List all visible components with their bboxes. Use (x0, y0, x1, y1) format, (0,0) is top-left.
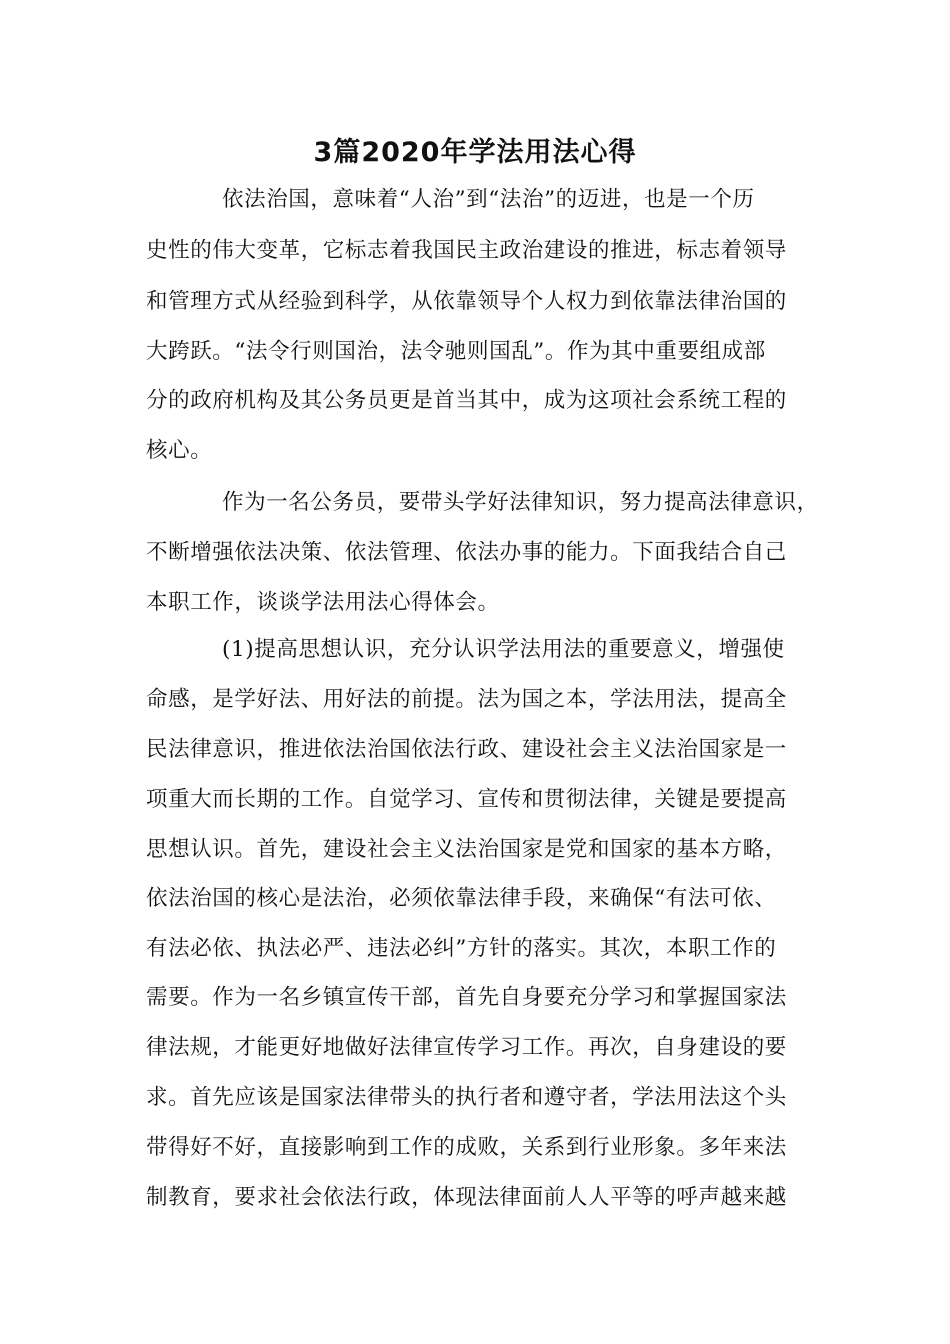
document-title: 3篇2020年学法用法心得 (313, 137, 637, 168)
paragraph-3-line-1: (1)提高思想认识，充分认识学法用法的重要意义，增强使 (222, 637, 785, 662)
paragraph-1-line-5: 分的政府机构及其公务员更是首当其中，成为这项社会系统工程的 (146, 388, 787, 413)
paragraph-3-line-4: 项重大而长期的工作。自觉学习、宣传和贯彻法律，关键是要提高 (146, 787, 787, 812)
paragraph-2-line-3: 本职工作，谈谈学法用法心得体会。 (146, 590, 500, 615)
paragraph-1-line-3: 和管理方式从经验到科学，从依靠领导个人权力到依靠法律治国的 (146, 289, 787, 314)
paragraph-3-line-2: 命感，是学好法、用好法的前提。法为国之本，学法用法，提高全 (146, 687, 787, 712)
paragraph-2-line-1: 作为一名公务员，要带头学好法律知识，努力提高法律意识， (222, 490, 819, 515)
paragraph-1-line-4: 大跨跃。“法令行则国治，法令驰则国乱”。作为其中重要组成部 (146, 339, 766, 364)
paragraph-3-line-7: 有法必依、执法必严、违法必纠”方针的落实。其次，本职工作的 (146, 936, 777, 961)
paragraph-1-line-6: 核心。 (146, 438, 213, 463)
paragraph-3-line-12: 制教育，要求社会依法行政，体现法律面前人人平等的呼声越来越 (146, 1185, 787, 1210)
paragraph-1-line-2: 史性的伟大变革，它标志着我国民主政治建设的推进，标志着领导 (146, 238, 787, 263)
paragraph-3-line-9: 律法规，才能更好地做好法律宣传学习工作。再次，自身建设的要 (146, 1035, 787, 1060)
paragraph-3-line-5: 思想认识。首先，建设社会主义法治国家是党和国家的基本方略， (146, 837, 787, 862)
paragraph-3-line-11: 带得好不好，直接影响到工作的成败，关系到行业形象。多年来法 (146, 1135, 787, 1160)
paragraph-3-line-10: 求。首先应该是国家法律带头的执行者和遵守者，学法用法这个头 (146, 1085, 787, 1110)
paragraph-1-line-1: 依法治国，意味着“人治”到“法治”的迈进，也是一个历 (222, 187, 755, 212)
paragraph-3-line-3: 民法律意识，推进依法治国依法行政、建设社会主义法治国家是一 (146, 737, 787, 762)
paragraph-3-line-6: 依法治国的核心是法治，必须依靠法律手段，来确保“有法可依、 (146, 886, 777, 911)
paragraph-3-line-8: 需要。作为一名乡镇宣传干部，首先自身要充分学习和掌握国家法 (146, 985, 787, 1010)
paragraph-2-line-2: 不断增强依法决策、依法管理、依法办事的能力。下面我结合自己 (146, 540, 787, 565)
